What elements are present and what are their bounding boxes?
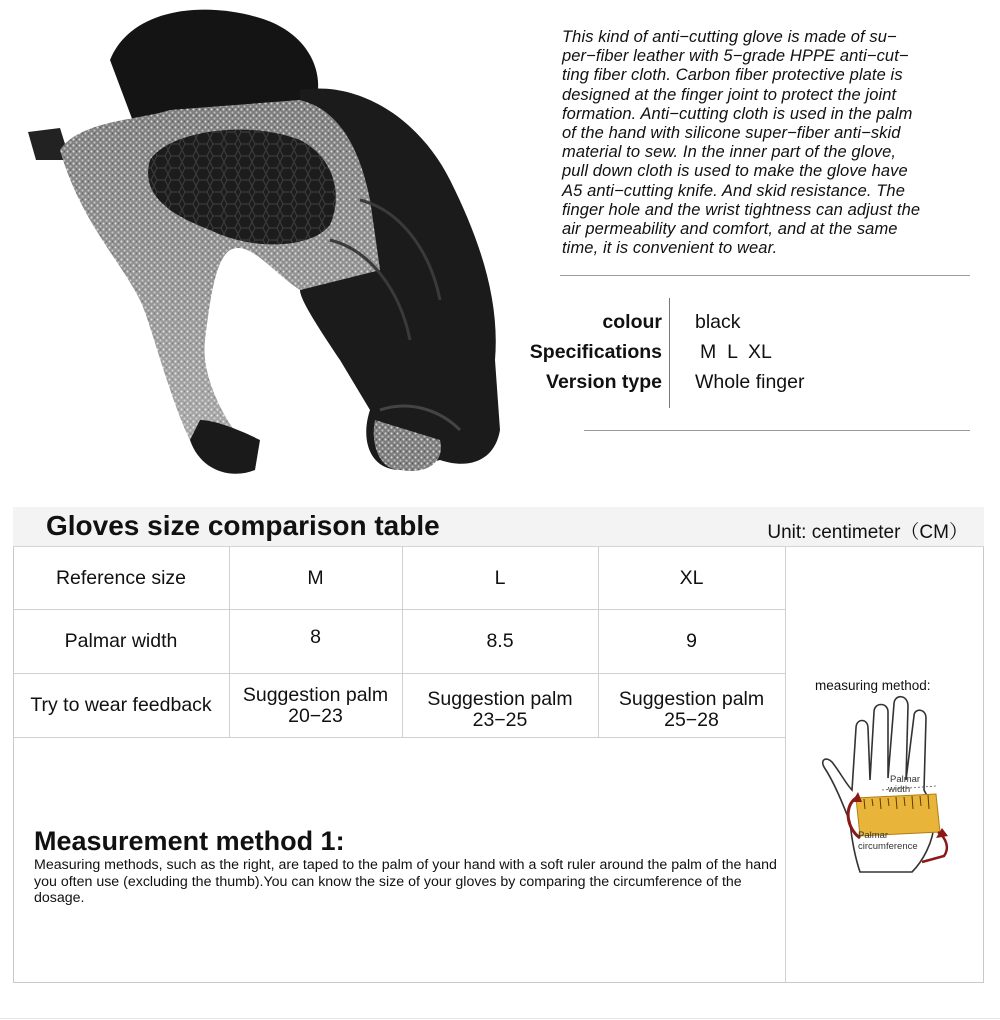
divider	[0, 1018, 1000, 1019]
glove-index-tip	[190, 420, 260, 474]
cell-feedback-m: Suggestion palm 20−23	[242, 683, 389, 727]
product-description	[562, 28, 982, 258]
cell-size-l: L	[494, 566, 506, 589]
measurement-method-title: Measurement method 1:	[34, 826, 345, 856]
cell-width-xl: 9	[686, 630, 697, 652]
description-line: time, it is convenient to wear.	[562, 239, 778, 258]
row-label-reference-size: Reference size	[55, 566, 187, 589]
row-label-wear-feedback: Try to wear feedback	[30, 694, 212, 716]
spec-divider	[669, 298, 670, 408]
glove-product-image	[0, 0, 520, 500]
description-line: designed at the finger joint to protect the joint	[562, 85, 897, 104]
version-type-label: Version type	[546, 371, 662, 393]
divider	[584, 430, 970, 431]
table-unit: Unit: centimeter（CM）	[767, 522, 968, 543]
description-line: pull down cloth is used to make the glove have	[562, 162, 908, 181]
palmar-width-label: Palmar width	[888, 774, 921, 795]
description-line: ting fiber cloth. Carbon fiber protective plate is	[562, 66, 903, 85]
table-title: Gloves size comparison table	[46, 510, 440, 541]
colour-label: colour	[602, 311, 662, 333]
description-line: This kind of anti−cutting glove is made of su−	[562, 28, 897, 46]
cell-feedback-l: Suggestion palm 23−25	[427, 687, 573, 731]
measurement-method-text: Measuring methods, such as the right, are taped to the palm of your hand with a soft ruler around the palm of the hand you often use (excluding the thumb).You can know the size of your gloves by comparing the circumference of the dosage.	[34, 857, 777, 906]
description-line: per−fiber leather with 5−grade HPPE anti−cut−	[562, 47, 909, 66]
row-label-palmar-width: Palmar width	[64, 630, 178, 652]
diagram-title: measuring method:	[815, 678, 931, 693]
cell-feedback-xl: Suggestion palm 25−28	[618, 687, 765, 731]
specifications-value: M L XL	[700, 341, 772, 363]
description-line: material to sew. In the inner part of the glove,	[562, 143, 897, 162]
specifications-label: Specifications	[529, 341, 662, 363]
cell-size-m: M	[307, 566, 324, 589]
description-line: A5 anti−cutting knife. And skid resistance. The	[562, 181, 905, 200]
description-line: air permeability and comfort, and at the same	[562, 220, 898, 239]
version-type-value: Whole finger	[695, 371, 805, 393]
cell-width-m: 8	[310, 626, 321, 648]
description-line: formation. Anti−cutting cloth is used in the palm	[562, 104, 913, 123]
cell-size-xl: XL	[679, 566, 704, 589]
cell-width-l: 8.5	[486, 630, 514, 652]
description-line: finger hole and the wrist tightness can adjust the	[562, 200, 921, 219]
palmar-circumference-label: Palmar circumference	[858, 830, 918, 852]
divider	[560, 275, 970, 276]
colour-value: black	[695, 311, 741, 333]
description-line: of the hand with silicone super−fiber anti−skid	[562, 124, 901, 143]
measuring-method-diagram	[812, 672, 962, 882]
